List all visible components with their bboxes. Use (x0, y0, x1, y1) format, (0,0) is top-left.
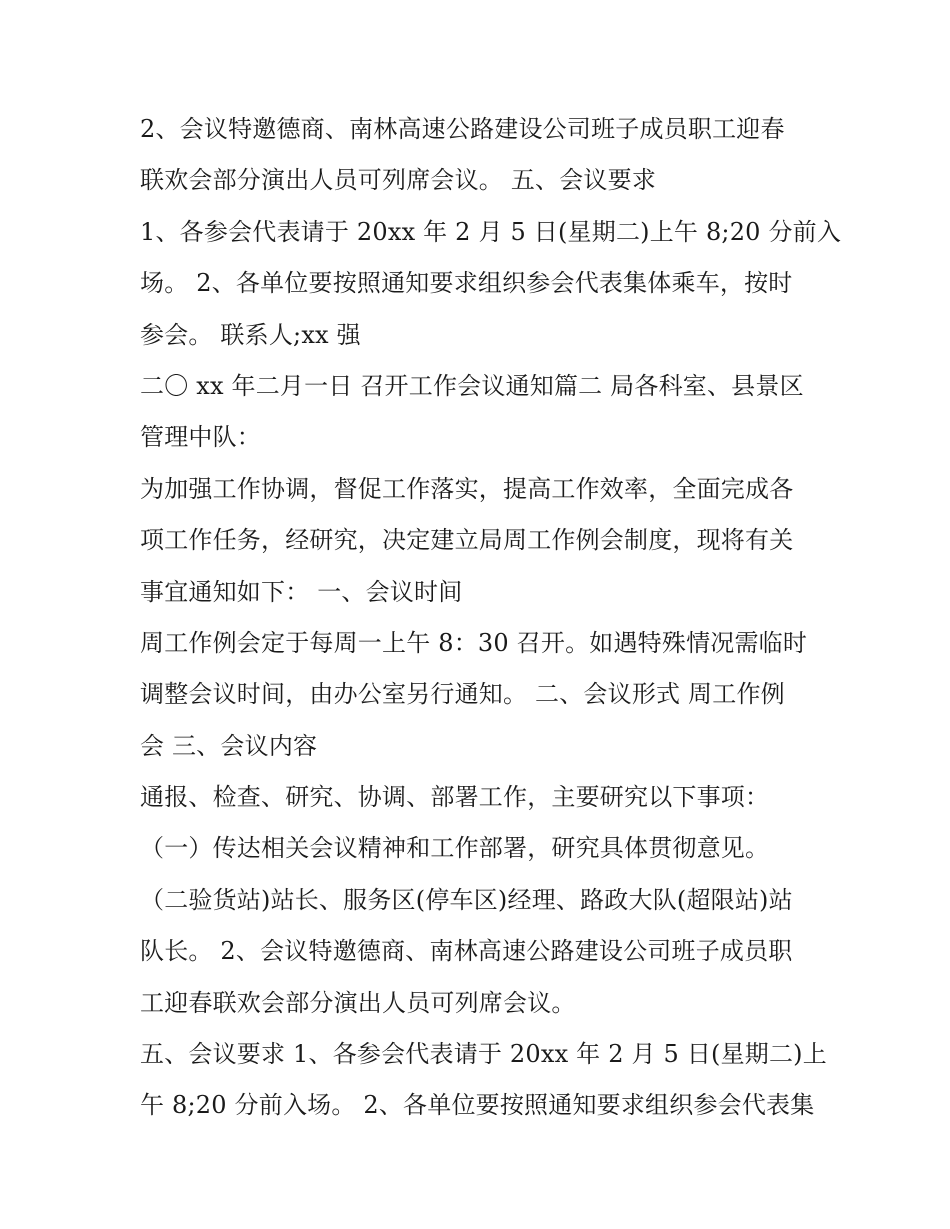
text-line: 1、各参会代表请于 20xx 年 2 月 5 日(星期二)上午 8;20 分前入 (140, 217, 842, 246)
text-line: 为加强工作协调，督促工作落实，提高工作效率，全面完成各 (140, 474, 794, 503)
text-line: 工迎春联欢会部分演出人员可列席会议。 (140, 988, 576, 1017)
text-line: 参会。 联系人;xx 强 (140, 320, 361, 349)
text-line: 五、会议要求 1、各参会代表请于 20xx 年 2 月 5 日(星期二)上 (140, 1040, 827, 1069)
text-line: 会 三、会议内容 (140, 731, 318, 760)
text-line: 通报、检查、研究、协调、部署工作，主要研究以下事项： (140, 783, 770, 812)
document-body (140, 104, 842, 1132)
text-line: 管理中队： (140, 423, 261, 452)
text-line: 2、会议特邀德商、南林高速公路建设公司班子成员职工迎春 (140, 115, 785, 143)
text-line: 调整会议时间，由办公室另行通知。 二、会议形式 周工作例 (140, 680, 785, 709)
text-line: 项工作任务，经研究，决定建立局周工作例会制度，现将有关 (140, 526, 794, 555)
text-line: 午 8;20 分前入场。 2、各单位要按照通知要求组织参会代表集 (140, 1091, 815, 1120)
text-line: 场。 2、各单位要按照通知要求组织参会代表集体乘车，按时 (140, 269, 793, 298)
text-line: 事宜通知如下： 一、会议时间 (140, 577, 463, 606)
text-line: 周工作例会定于每周一上午 8：30 召开。如遇特殊情况需临时 (140, 628, 808, 657)
text-line: 联欢会部分演出人员可列席会议。 五、会议要求 (140, 166, 657, 195)
text-line: 二〇 xx 年二月一日 召开工作会议通知篇二 局各科室、县景区 (140, 371, 804, 400)
text-line: 队长。 2、会议特邀德商、南林高速公路建设公司班子成员职 (140, 937, 793, 966)
text-line: （二验货站)站长、服务区(停车区)经理、路政大队(超限站)站 (140, 885, 793, 914)
text-line: （一）传达相关会议精神和工作部署，研究具体贯彻意见。 (140, 834, 770, 863)
